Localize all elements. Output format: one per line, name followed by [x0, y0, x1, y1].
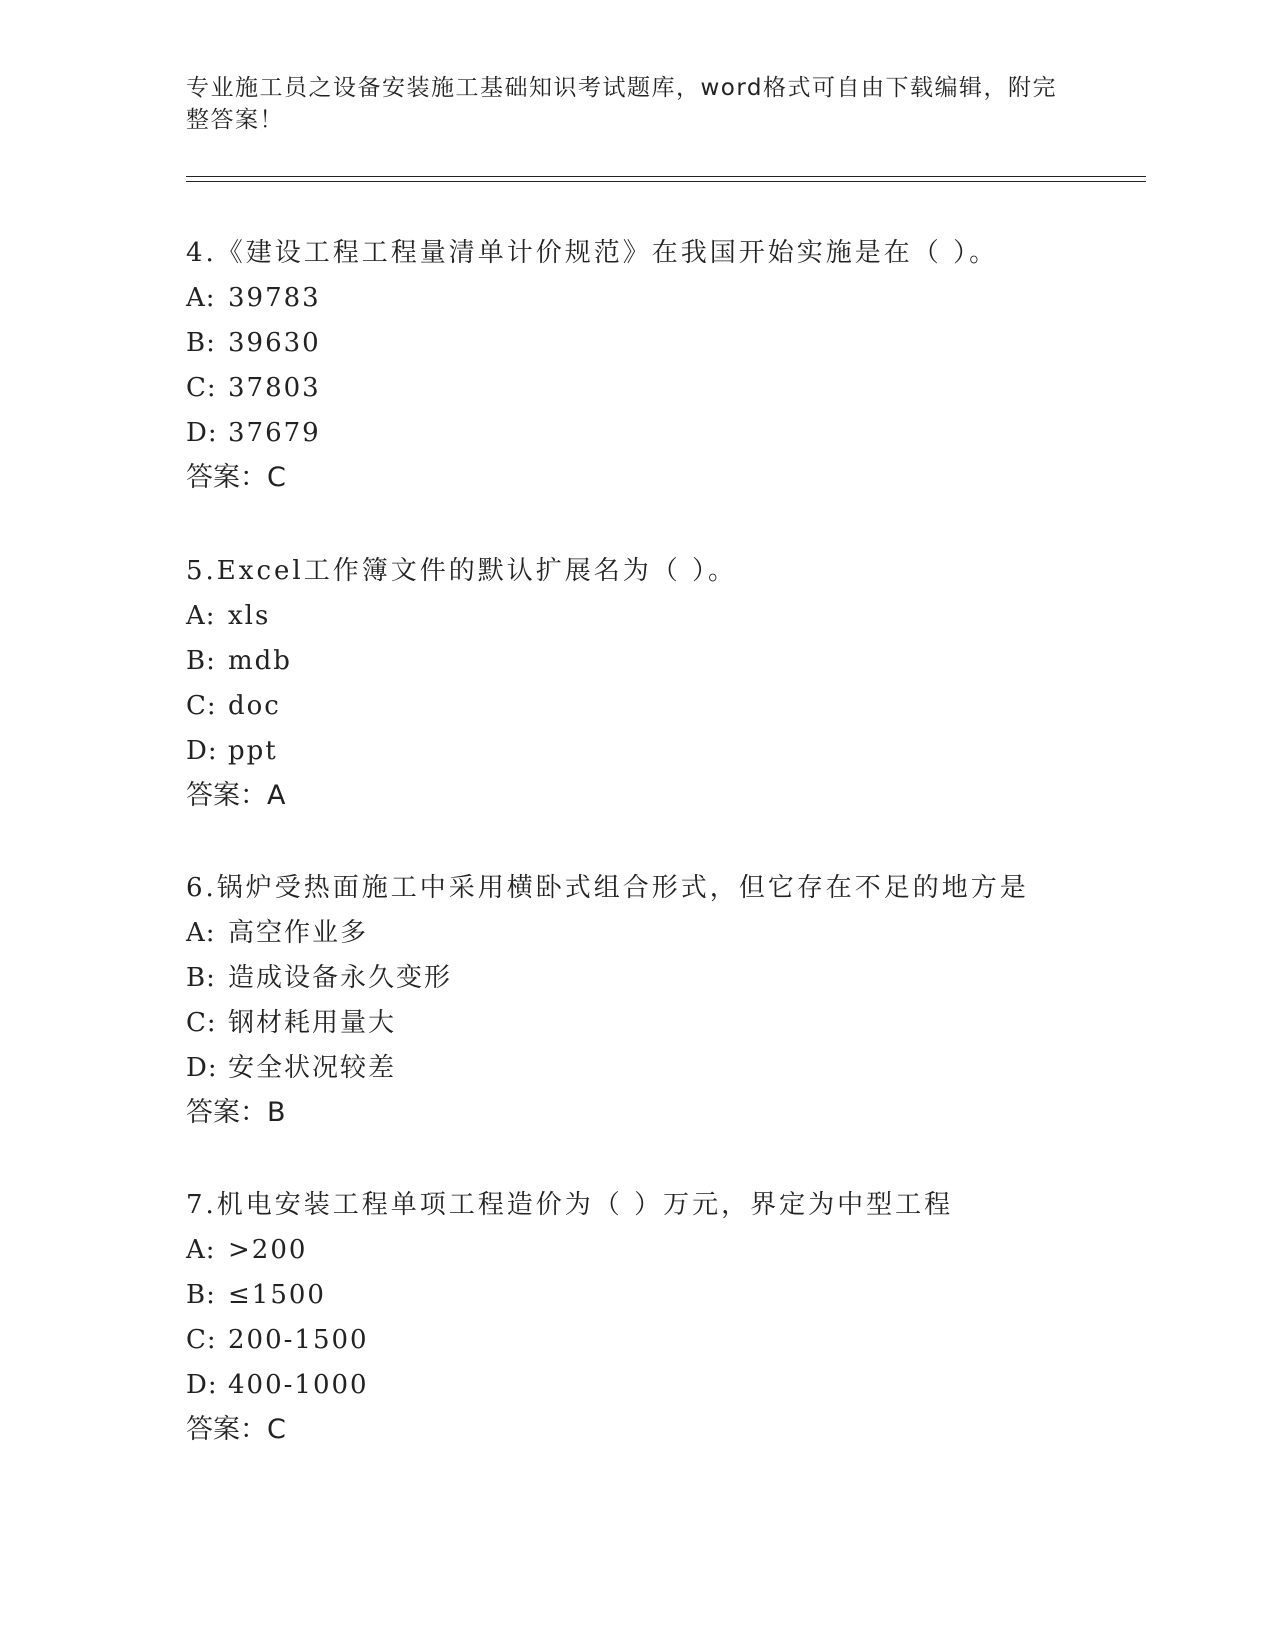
option-key: D: — [186, 1053, 218, 1083]
document-header — [186, 72, 1066, 136]
option-value: 400-1000 — [228, 1370, 369, 1400]
question-stem: 4.《建设工程工程量清单计价规范》在我国开始实施是在（ ）。 — [186, 238, 999, 268]
option-b — [186, 328, 1186, 358]
question-block — [186, 556, 1186, 811]
option-key: D: — [186, 418, 218, 448]
option-c — [186, 1325, 1186, 1355]
option-value: 39630 — [228, 328, 321, 358]
option-value: doc — [228, 691, 281, 721]
question-block — [186, 238, 1186, 493]
header-divider-bottom — [186, 181, 1146, 182]
option-d — [186, 1370, 1186, 1400]
option-value: 37679 — [228, 418, 321, 448]
question-stem: 6.锅炉受热面施工中采用横卧式组合形式，但它存在不足的地方是 — [186, 873, 1029, 903]
option-value: 钢材耗用量大 — [228, 1008, 397, 1038]
option-value: >200 — [228, 1235, 308, 1265]
option-d — [186, 736, 1186, 766]
option-b — [186, 646, 1186, 676]
option-d — [186, 418, 1186, 448]
option-key: A: — [186, 601, 216, 631]
question-block — [186, 873, 1186, 1128]
question-block — [186, 1190, 1186, 1445]
header-line-2: 整答案！ — [186, 107, 284, 133]
option-value: ppt — [228, 736, 278, 766]
option-key: A: — [186, 283, 216, 313]
option-b — [186, 963, 1186, 993]
answer-line: 答案：C — [186, 462, 286, 493]
option-key: C: — [186, 691, 217, 721]
option-c — [186, 691, 1186, 721]
option-a — [186, 918, 1186, 948]
option-key: B: — [186, 328, 216, 358]
option-value: 37803 — [228, 373, 321, 403]
option-key: B: — [186, 963, 216, 993]
option-key: D: — [186, 736, 218, 766]
option-a — [186, 283, 1186, 313]
option-key: C: — [186, 1008, 217, 1038]
option-key: D: — [186, 1370, 218, 1400]
option-a — [186, 601, 1186, 631]
answer-line: 答案：C — [186, 1414, 286, 1445]
option-key: C: — [186, 373, 217, 403]
answer-line: 答案：B — [186, 1097, 286, 1128]
question-stem: 7.机电安装工程单项工程造价为（ ）万元，界定为中型工程 — [186, 1190, 954, 1220]
option-c — [186, 1008, 1186, 1038]
option-value: xls — [228, 601, 271, 631]
option-a — [186, 1235, 1186, 1265]
option-key: B: — [186, 646, 216, 676]
option-value: 高空作业多 — [228, 918, 369, 948]
question-stem: 5.Excel工作簿文件的默认扩展名为（ ）。 — [186, 556, 737, 586]
option-key: A: — [186, 1235, 216, 1265]
answer-line: 答案：A — [186, 780, 286, 811]
option-c — [186, 373, 1186, 403]
option-key: C: — [186, 1325, 217, 1355]
option-d — [186, 1053, 1186, 1083]
option-value: 39783 — [228, 283, 321, 313]
header-line-1: 专业施工员之设备安装施工基础知识考试题库，word格式可自由下载编辑，附完 — [186, 75, 1058, 101]
option-b — [186, 1280, 1186, 1310]
option-value: 造成设备永久变形 — [228, 963, 453, 993]
option-value: 200-1500 — [228, 1325, 369, 1355]
option-value: mdb — [228, 646, 292, 676]
option-value: 安全状况较差 — [228, 1053, 397, 1083]
option-key: B: — [186, 1280, 216, 1310]
header-divider-top — [186, 176, 1146, 177]
option-value: ≤1500 — [228, 1280, 326, 1310]
option-key: A: — [186, 918, 216, 948]
